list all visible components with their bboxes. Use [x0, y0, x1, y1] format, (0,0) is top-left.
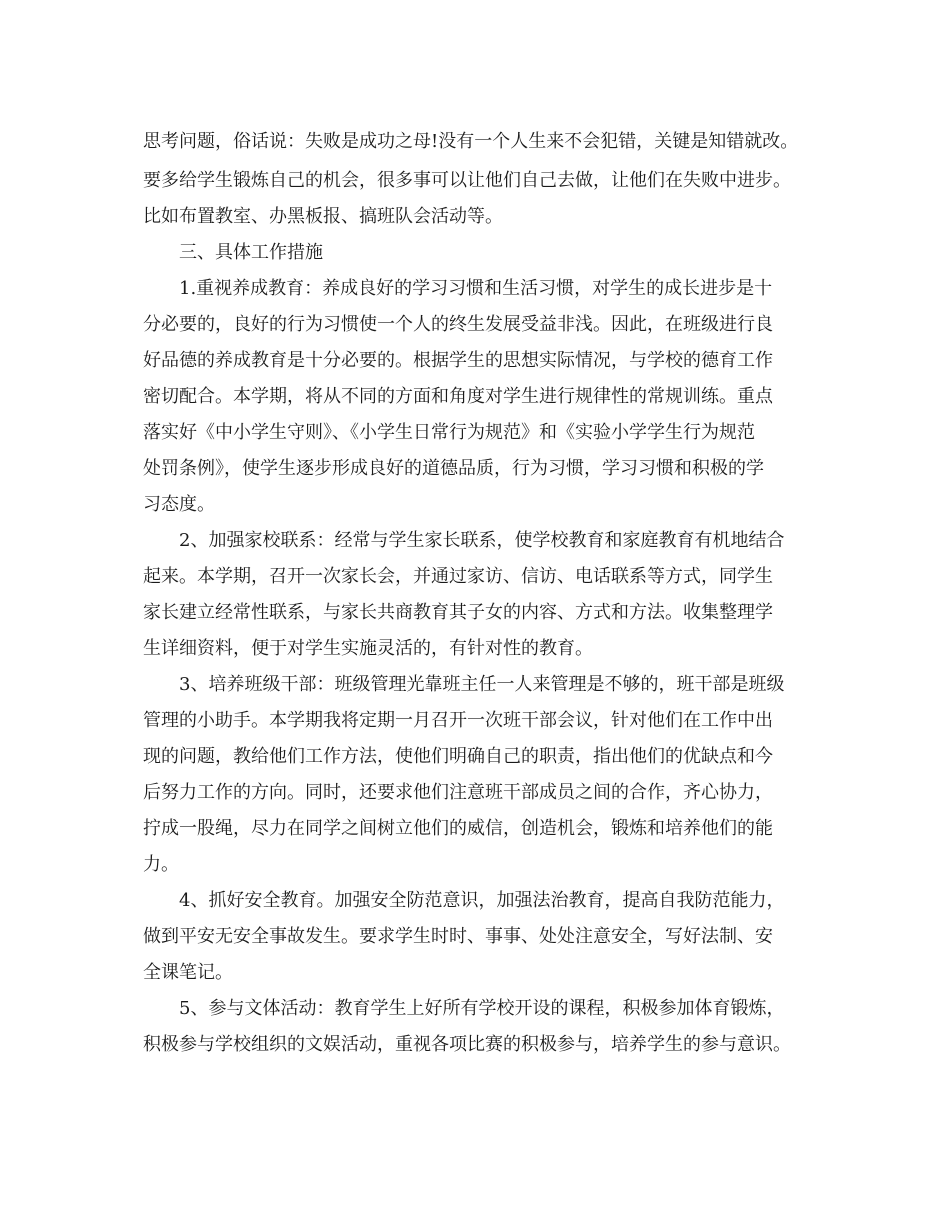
- text-line: 思考问题，俗话说：失败是成功之母!没有一个人生来不会犯错，关键是知错就改。: [143, 131, 799, 152]
- text-line: 现的问题，教给他们工作方法，使他们明确自己的职责，指出他们的优缺点和今: [143, 746, 773, 767]
- text-line: 生详细资料，便于对学生实施灵活的，有针对性的教育。: [143, 638, 593, 659]
- text-line: 密切配合。本学期，将从不同的方面和角度对学生进行规律性的常规训练。重点: [143, 386, 773, 407]
- text-line: 积极参与学校组织的文娱活动，重视各项比赛的积极参与，培养学生的参与意识。: [143, 1034, 791, 1055]
- text-line: 后努力工作的方向。同时，还要求他们注意班干部成员之间的合作，齐心协力，: [143, 782, 773, 803]
- text-line: 1.重视养成教育：养成良好的学习习惯和生活习惯，对学生的成长进步是十: [179, 278, 773, 299]
- text-line: 习态度。: [143, 494, 215, 515]
- text-line: 比如布置教室、办黑板报、搞班队会活动等。: [143, 206, 503, 227]
- text-line: 力。: [143, 854, 179, 875]
- text-line: 3、培养班级干部：班级管理光靠班主任一人来管理是不够的，班干部是班级: [179, 674, 785, 695]
- text-line: 4、抓好安全教育。加强安全防范意识，加强法治教育，提高自我防范能力，: [179, 890, 785, 911]
- text-line: 好品德的养成教育是十分必要的。根据学生的思想实际情况，与学校的德育工作: [143, 350, 773, 371]
- text-line: 管理的小助手。本学期我将定期一月召开一次班干部会议，针对他们在工作中出: [143, 710, 773, 731]
- text-line: 做到平安无安全事故发生。要求学生时时、事事、处处注意安全，写好法制、安: [143, 926, 773, 947]
- text-line: 5、参与文体活动：教育学生上好所有学校开设的课程，积极参加体育锻炼，: [179, 998, 785, 1019]
- text-line: 落实好《中小学生守则》、《小学生日常行为规范》和《实验小学学生行为规范: [143, 422, 755, 443]
- text-line: 2、加强家校联系：经常与学生家长联系，使学校教育和家庭教育有机地结合: [179, 530, 785, 551]
- text-line: 起来。本学期，召开一次家长会，并通过家访、信访、电话联系等方式，同学生: [143, 566, 773, 587]
- text-line: 家长建立经常性联系，与家长共商教育其子女的内容、方式和方法。收集整理学: [143, 602, 773, 623]
- text-line: 要多给学生锻炼自己的机会，很多事可以让他们自己去做，让他们在失败中进步。: [143, 170, 791, 191]
- text-line: 全课笔记。: [143, 962, 233, 983]
- text-line: 拧成一股绳，尽力在同学之间树立他们的威信，创造机会，锻炼和培养他们的能: [143, 818, 773, 839]
- section-heading: 三、具体工作措施: [179, 242, 323, 263]
- text-line: 分必要的，良好的行为习惯使一个人的终生发展受益非浅。因此，在班级进行良: [143, 314, 773, 335]
- text-line: 处罚条例》，使学生逐步形成良好的道德品质，行为习惯，学习习惯和积极的学: [143, 458, 764, 479]
